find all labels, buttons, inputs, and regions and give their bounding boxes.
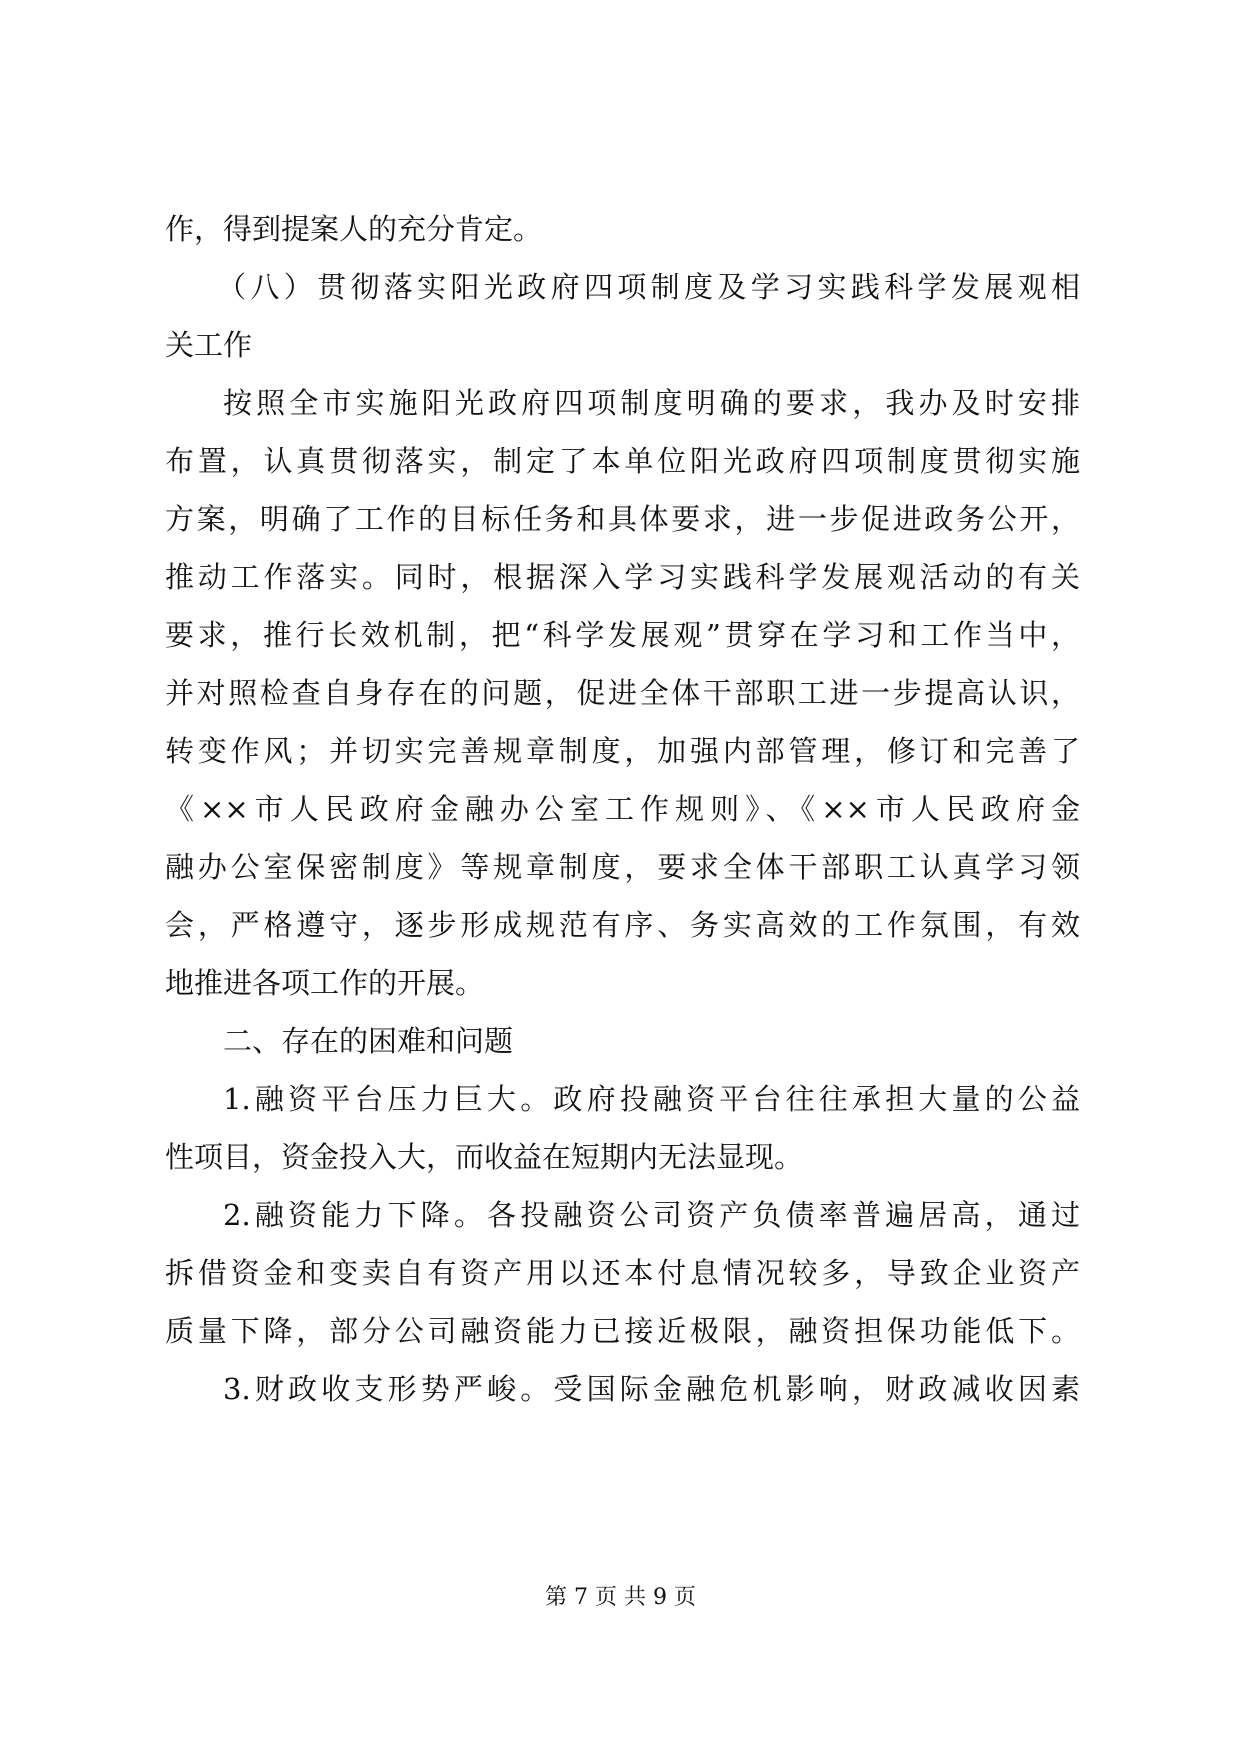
text-line: 融办公室保密制度》等规章制度，要求全体干部职工认真学习领 xyxy=(165,850,1080,884)
text-line: 方案，明确了工作的目标任务和具体要求，进一步促进政务公开， xyxy=(165,502,1080,536)
text-line: 1.融资平台压力巨大。政府投融资平台往往承担大量的公益 xyxy=(223,1082,1080,1116)
text-line: 性项目，资金投入大，而收益在短期内无法显现。 xyxy=(165,1140,804,1174)
text-line: 《××市人民政府金融办公室工作规则》、《××市人民政府金 xyxy=(165,792,1080,826)
text-line: 转变作风；并切实完善规章制度，加强内部管理，修订和完善了 xyxy=(165,734,1080,768)
page-footer xyxy=(0,1583,1241,1613)
text-line: 并对照检查自身存在的问题，促进全体干部职工进一步提高认识， xyxy=(165,676,1080,710)
text-line: 会，严格遵守，逐步形成规范有序、务实高效的工作氛围，有效 xyxy=(165,908,1080,942)
text-line: （八）贯彻落实阳光政府四项制度及学习实践科学发展观相 xyxy=(217,270,1080,304)
text-line: 质量下降，部分公司融资能力已接近极限，融资担保功能低下。 xyxy=(165,1314,1080,1348)
section-heading: 二、存在的困难和问题 xyxy=(223,1024,514,1058)
text-line: 要求，推行长效机制，把“科学发展观”贯穿在学习和工作当中， xyxy=(165,618,1080,652)
document-body xyxy=(165,200,1080,1418)
text-line: 推动工作落实。同时，根据深入学习实践科学发展观活动的有关 xyxy=(165,560,1080,594)
text-line: 2.融资能力下降。各投融资公司资产负债率普遍居高，通过 xyxy=(223,1198,1080,1232)
text-line: 作，得到提案人的充分肯定。 xyxy=(165,212,543,246)
text-line: 按照全市实施阳光政府四项制度明确的要求，我办及时安排 xyxy=(223,386,1080,420)
page-number: 第 7 页 共 9 页 xyxy=(545,1585,696,1610)
text-line: 3.财政收支形势严峻。受国际金融危机影响，财政减收因素 xyxy=(223,1372,1080,1406)
text-line: 布置，认真贯彻落实，制定了本单位阳光政府四项制度贯彻实施 xyxy=(165,444,1080,478)
text-line: 拆借资金和变卖自有资产用以还本付息情况较多，导致企业资产 xyxy=(165,1256,1080,1290)
text-line: 关工作 xyxy=(165,328,253,362)
text-line: 地推进各项工作的开展。 xyxy=(165,966,485,1000)
